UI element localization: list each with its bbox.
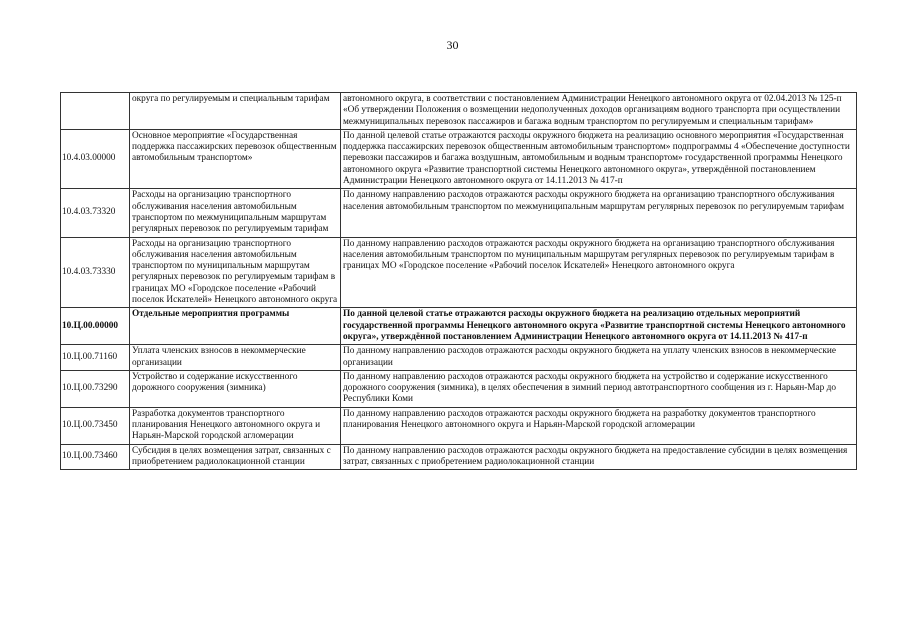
page-number: 30 — [446, 38, 459, 52]
table-row — [61, 345, 857, 371]
target-article-code: 10.Ц.00.73450 — [61, 407, 130, 444]
target-article-name: Субсидия в целях возмещения затрат, связанных с приобретением радиолокационной станции — [130, 444, 341, 470]
table-row — [61, 93, 857, 130]
table-row — [61, 444, 857, 470]
target-article-code — [61, 93, 130, 130]
target-article-name: Уплата членских взносов в некоммерческие организации — [130, 345, 341, 371]
budget-classification-table — [60, 92, 857, 470]
table-row — [61, 407, 857, 444]
target-article-name: Устройство и содержание искусственного дорожного сооружения (зимника) — [130, 370, 341, 407]
target-article-description: По данному направлению расходов отражаются расходы окружного бюджета на устройство и содержание искусственного дорожного сооружения (зимника), в целях обеспечения в зимний период автотранспортного сообщения из г. Нарьян-Мар до Республики Коми — [341, 370, 857, 407]
target-article-name: округа по регулируемым и специальным тарифам — [130, 93, 341, 130]
target-article-code: 10.Ц.00.73290 — [61, 370, 130, 407]
target-article-name: Основное мероприятие «Государственная поддержка пассажирских перевозок общественным автомобильным транспортом» — [130, 129, 341, 188]
target-article-code: 10.Ц.00.00000 — [61, 308, 130, 345]
target-article-description: По данному направлению расходов отражаются расходы окружного бюджета на предоставление субсидии в целях возмещения затрат, связанных с приобретением радиолокационной станции — [341, 444, 857, 470]
target-article-code: 10.Ц.00.71160 — [61, 345, 130, 371]
target-article-code: 10.4.03.73330 — [61, 237, 130, 308]
target-article-description: автономного округа, в соответствии с постановлением Администрации Ненецкого автономного округа от 02.04.2013 № 125-п «Об утверждении Положения о возмещении недополученных доходов организациям водного транспорта при осуществлении межмуниципальных перевозок пассажиров и багажа водным транспортом по регулируемым и специальным тарифам» — [341, 93, 857, 130]
table-row — [61, 189, 857, 237]
target-article-description: По данному направлению расходов отражаются расходы окружного бюджета на организацию транспортного обслуживания населения автомобильным транспортом по муниципальным маршрутам регулярных перевозок по регулируемым тарифам в границах МО «Городское поселение «Рабочий поселок Искателей» Ненецкого автономного округа — [341, 237, 857, 308]
target-article-description: По данному направлению расходов отражаются расходы окружного бюджета на разработку документов транспортного планирования Ненецкого автономного округа и Нарьян-Марской городской агломерации — [341, 407, 857, 444]
table-row — [61, 237, 857, 308]
target-article-description: По данному направлению расходов отражаются расходы окружного бюджета на организацию транспортного обслуживания населения автомобильным транспортом по межмуниципальным маршрутам регулярных перевозок по регулируемым тарифам — [341, 189, 857, 237]
target-article-name: Расходы на организацию транспортного обслуживания населения автомобильным транспортом по межмуниципальным маршрутам регулярных перевозок по регулируемым тарифам — [130, 189, 341, 237]
table-row-section-header — [61, 308, 857, 345]
target-article-name: Отдельные мероприятия программы — [130, 308, 341, 345]
target-article-description: По данной целевой статье отражаются расходы окружного бюджета на реализацию отдельных мероприятий государственной программы Ненецкого автономного округа «Развитие транспортной системы Ненецкого автономного округа», утверждённой постановлением Администрации Ненецкого автономного округа от 14.11.2013 № 417-п — [341, 308, 857, 345]
target-article-name: Расходы на организацию транспортного обслуживания населения автомобильным транспортом по муниципальным маршрутам регулярных перевозок по регулируемым тарифам в границах МО «Городское поселение «Рабочий поселок Искателей» Ненецкого автономного округа — [130, 237, 341, 308]
table-row — [61, 370, 857, 407]
target-article-code: 10.Ц.00.73460 — [61, 444, 130, 470]
target-article-code: 10.4.03.73320 — [61, 189, 130, 237]
target-article-description: По данному направлению расходов отражаются расходы окружного бюджета на уплату членских взносов в некоммерческие организации — [341, 345, 857, 371]
target-article-code: 10.4.03.00000 — [61, 129, 130, 188]
target-article-description: По данной целевой статье отражаются расходы окружного бюджета на реализацию основного мероприятия «Государственная поддержка пассажирских перевозок общественным автомобильным транспортом» подпрограммы 4 «Обеспечение доступности перевозки пассажиров и багажа воздушным, автомобильным и водным транспортом» государственной программы Ненецкого автономного округа «Развитие транспортной системы Ненецкого автономного округа», утверждённой постановлением Администрации Ненецкого автономного округа от 14.11.2013 № 417-п — [341, 129, 857, 188]
target-article-name: Разработка документов транспортного планирования Ненецкого автономного округа и Нарьян-Марской городской агломерации — [130, 407, 341, 444]
table-row — [61, 129, 857, 188]
